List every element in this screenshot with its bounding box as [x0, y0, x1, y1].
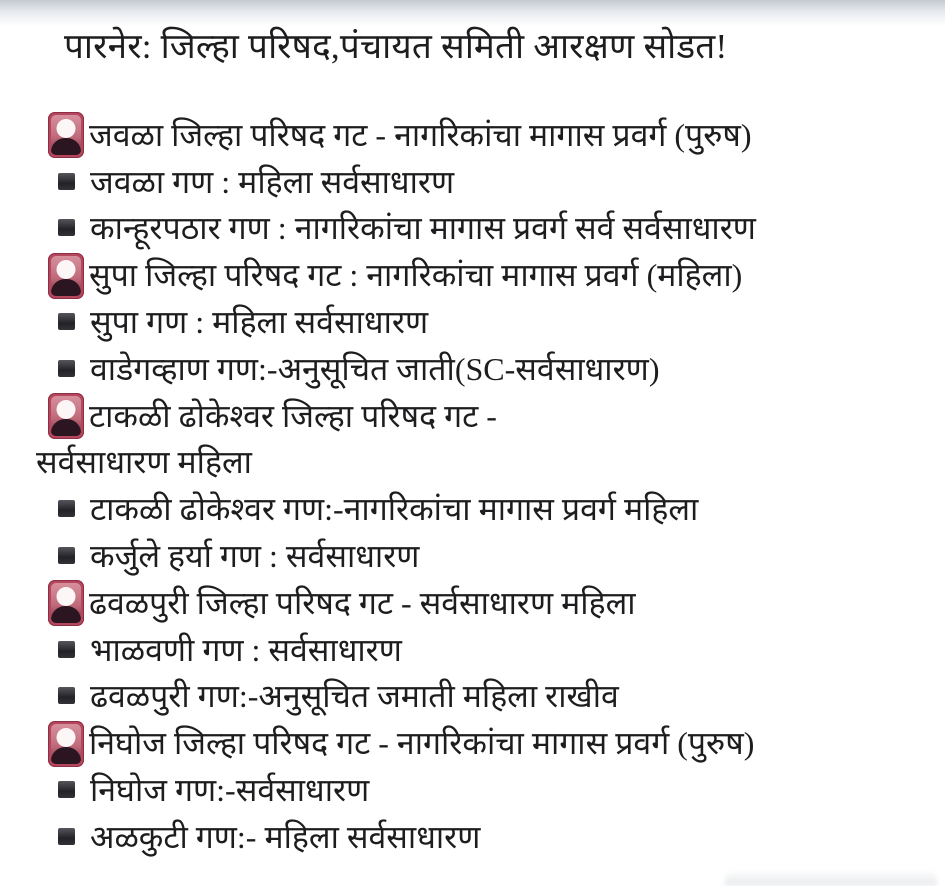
person-head-shape — [57, 400, 76, 419]
person-photo-icon — [48, 721, 84, 767]
square-bullet-icon — [58, 781, 75, 798]
list-item — [36, 112, 921, 159]
list-item-text: सुपा गण : महिला सर्वसाधारण — [90, 303, 429, 340]
list-item — [36, 627, 921, 674]
person-body-shape — [51, 419, 81, 436]
list-item-text: निघोज गण:-सर्वसाधारण — [90, 771, 370, 808]
list-item-text: ढवळपुरी जिल्हा परिषद गट - सर्वसाधारण महिला — [89, 584, 636, 621]
square-bullet-icon — [58, 641, 75, 658]
list-item-text: कान्हूरपठार गण : नागरिकांचा मागास प्रवर्ग सर्व सर्वसाधारण — [90, 210, 756, 247]
person-photo-icon-inner — [51, 724, 81, 764]
square-bullet-icon — [58, 547, 75, 564]
list-item — [36, 299, 921, 346]
list-item — [36, 393, 921, 440]
watermark-smudge — [725, 870, 937, 886]
person-body-shape — [51, 279, 81, 296]
person-head-shape — [57, 260, 76, 279]
person-photo-icon — [48, 112, 84, 158]
list-item-text: भाळवणी गण : सर्वसाधारण — [90, 631, 402, 668]
list-item — [36, 346, 921, 393]
list-item-text: जवळा जिल्हा परिषद गट - नागरिकांचा मागास प्रवर्ग (पुरुष) — [89, 116, 752, 153]
list-item-text: वाडेगव्हाण गण:-अनुसूचित जाती(SC-सर्वसाधारण) — [90, 350, 660, 387]
person-photo-icon — [48, 253, 84, 299]
person-photo-icon-inner — [51, 396, 81, 436]
list-item-text: टाकळी ढोकेश्वर गण:-नागरिकांचा मागास प्रवर्ग महिला — [90, 491, 699, 528]
list-item — [36, 440, 921, 487]
list-item — [36, 767, 921, 814]
list-item — [36, 486, 921, 533]
person-photo-icon-inner — [51, 256, 81, 296]
list-item-text: कर्जुले हर्या गण : सर्वसाधारण — [90, 537, 420, 574]
list-item-text: सर्वसाधारण महिला — [36, 444, 252, 481]
list-item-text: जवळा गण : महिला सर्वसाधारण — [90, 163, 455, 200]
square-bullet-icon — [58, 687, 75, 704]
list-item — [36, 206, 921, 253]
person-body-shape — [51, 606, 81, 623]
list-item-text: ढवळपुरी गण:-अनुसूचित जमाती महिला राखीव — [90, 678, 619, 715]
list-item — [36, 720, 921, 767]
person-head-shape — [57, 728, 76, 747]
square-bullet-icon — [58, 500, 75, 517]
list-item-text: निघोज जिल्हा परिषद गट - नागरिकांचा मागास प्रवर्ग (पुरुष) — [89, 725, 755, 762]
person-photo-icon — [48, 580, 84, 626]
square-bullet-icon — [58, 173, 75, 190]
square-bullet-icon — [58, 313, 75, 330]
list-item — [36, 252, 921, 299]
square-bullet-icon — [58, 828, 75, 845]
list-item-text: टाकळी ढोकेश्वर जिल्हा परिषद गट - — [89, 397, 497, 434]
list-item-text: सुपा जिल्हा परिषद गट : नागरिकांचा मागास प्रवर्ग (महिला) — [89, 257, 743, 294]
person-body-shape — [51, 138, 81, 155]
list-item — [36, 533, 921, 580]
list-item — [36, 674, 921, 721]
list-item — [36, 159, 921, 206]
person-photo-icon-inner — [51, 115, 81, 155]
person-head-shape — [57, 587, 76, 606]
person-body-shape — [51, 747, 81, 764]
square-bullet-icon — [58, 219, 75, 236]
person-photo-icon — [48, 393, 84, 439]
square-bullet-icon — [58, 360, 75, 377]
list-item — [36, 814, 921, 861]
list-item — [36, 580, 921, 627]
list-item-text: अळकुटी गण:- महिला सर्वसाधारण — [90, 818, 481, 855]
page-title: पारनेर: जिल्हा परिषद,पंचायत समिती आरक्षण सोडत! — [64, 27, 728, 66]
person-head-shape — [57, 119, 76, 138]
person-photo-icon-inner — [51, 583, 81, 623]
reservation-list — [36, 112, 921, 861]
